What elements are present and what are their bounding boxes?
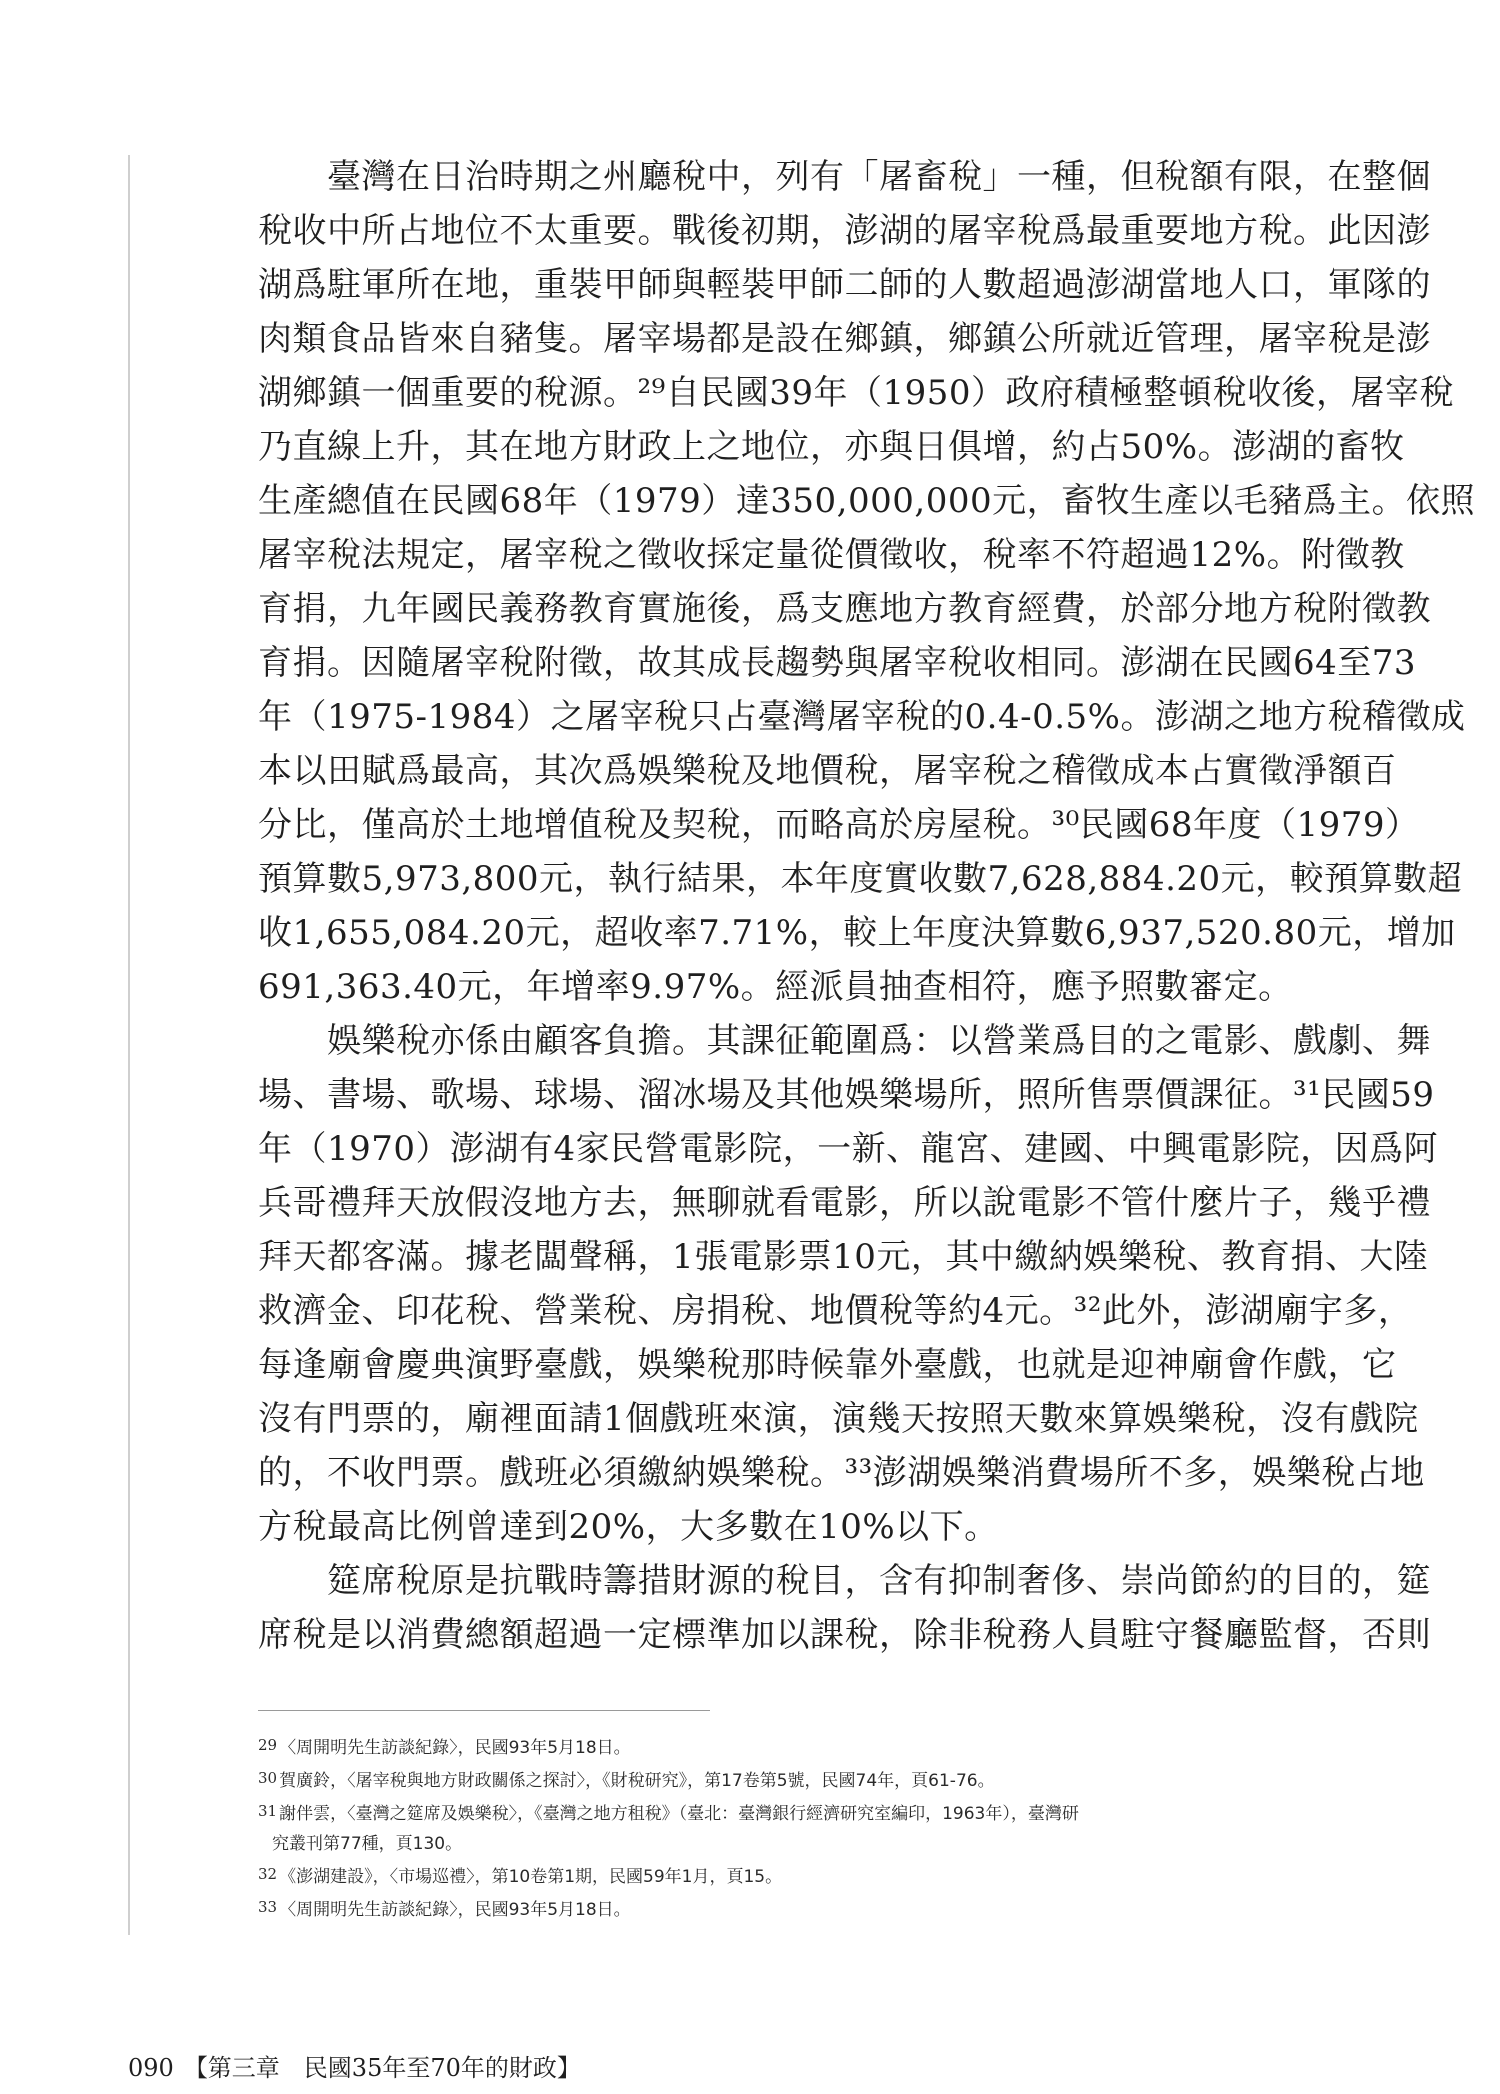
body-line: 席稅是以消費總額超過一定標準加以課稅，除非稅務人員駐守餐廳監督，否則 [258, 1615, 1431, 1655]
body-line: 生產總值在民國68年（1979）達350,000,000元，畜牧生產以毛豬爲主。依照 [258, 481, 1476, 521]
page-number: 090 [128, 2054, 174, 2082]
footnote-text: 謝伴雲，〈臺灣之筵席及娛樂稅〉，《臺灣之地方租稅》（臺北：臺灣銀行經濟研究室編印，1963年），臺灣研 [279, 1804, 1079, 1824]
footnote [258, 1763, 1348, 1796]
footnote [258, 1892, 1348, 1925]
footnotes [258, 1730, 1348, 1925]
body-line: 年（1970）澎湖有4家民營電影院，一新、龍宮、建國、中興電影院，因爲阿 [258, 1129, 1439, 1169]
body-line: 肉類食品皆來自豬隻。屠宰場都是設在鄉鎮，鄉鎮公所就近管理，屠宰稅是澎 [258, 319, 1431, 359]
body-line: 湖爲駐軍所在地，重裝甲師與輕裝甲師二師的人數超過澎湖當地人口，軍隊的 [258, 265, 1431, 305]
body-line: 屠宰稅法規定，屠宰稅之徵收採定量從價徵收，稅率不符超過12%。附徵教 [258, 535, 1405, 575]
body-line: 筵席稅原是抗戰時籌措財源的稅目，含有抑制奢侈、崇尚節約的目的，筵 [258, 1561, 1431, 1601]
footnote-number: 31 [258, 1802, 278, 1820]
footnote [258, 1859, 1348, 1892]
body-line: 育捐，九年國民義務教育實施後，爲支應地方教育經費，於部分地方稅附徵教 [258, 589, 1431, 629]
body-line: 的，不收門票。戲班必須繳納娛樂稅。³³澎湖娛樂消費場所不多，娛樂稅占地 [258, 1453, 1425, 1493]
body-line: 場、書場、歌場、球場、溜冰場及其他娛樂場所，照所售票價課征。³¹民國59 [258, 1075, 1435, 1115]
body-line: 預算數5,973,800元，執行結果，本年度實收數7,628,884.20元，較預算數超 [258, 859, 1463, 899]
body-line: 沒有門票的，廟裡面請1個戲班來演，演幾天按照天數來算娛樂稅，沒有戲院 [258, 1399, 1419, 1439]
footnote [258, 1730, 1348, 1763]
body-line: 救濟金、印花稅、營業稅、房捐稅、地價稅等約4元。³²此外，澎湖廟宇多， [258, 1291, 1413, 1331]
body-line: 方稅最高比例曾達到20%，大多數在10%以下。 [258, 1507, 999, 1547]
body-line: 湖鄉鎮一個重要的稅源。²⁹自民國39年（1950）政府積極整頓稅收後，屠宰稅 [258, 373, 1455, 413]
page-footer [128, 2048, 581, 2083]
body-line: 年（1975-1984）之屠宰稅只占臺灣屠宰稅的0.4-0.5%。澎湖之地方稅稽徵成 [258, 697, 1466, 737]
body-line: 乃直線上升，其在地方財政上之地位，亦與日俱增，約占50%。澎湖的畜牧 [258, 427, 1405, 467]
body-line: 育捐。因隨屠宰稅附徵，故其成長趨勢與屠宰稅收相同。澎湖在民國64至73 [258, 643, 1417, 683]
footnote-number: 33 [258, 1898, 278, 1916]
footnote-text: 《澎湖建設》，〈市場巡禮〉，第10卷第1期，民國59年1月，頁15。 [279, 1867, 783, 1887]
footnote-number: 29 [258, 1736, 278, 1754]
body-line: 本以田賦爲最高，其次爲娛樂稅及地價稅，屠宰稅之稽徵成本占實徵淨額百 [258, 751, 1397, 791]
body-line: 臺灣在日治時期之州廳稅中，列有「屠畜稅」一種，但稅額有限，在整個 [258, 157, 1431, 197]
footnote-number: 32 [258, 1865, 278, 1883]
body-line: 收1,655,084.20元，超收率7.71%，較上年度決算數6,937,520.80元，增加 [258, 913, 1456, 953]
footnote-text: 〈周開明先生訪談紀錄〉，民國93年5月18日。 [279, 1900, 631, 1920]
body-line: 拜天都客滿。據老闆聲稱，1張電影票10元，其中繳納娛樂稅、教育捐、大陸 [258, 1237, 1429, 1277]
footnote-text: 賀廣鈴，〈屠宰稅與地方財政關係之探討〉，《財稅研究》，第17卷第5號，民國74年，頁61-76。 [279, 1771, 995, 1791]
footnote-text: 〈周開明先生訪談紀錄〉，民國93年5月18日。 [279, 1738, 631, 1758]
left-margin-rule [128, 155, 130, 1935]
body-line: 娛樂稅亦係由顧客負擔。其課征範圍爲：以營業爲目的之電影、戲劇、舞 [258, 1021, 1431, 1061]
body-line: 兵哥禮拜天放假沒地方去，無聊就看電影，所以說電影不管什麼片子，幾乎禮 [258, 1183, 1431, 1223]
chapter-title: 【第三章 民國35年至70年的財政】 [183, 2054, 581, 2082]
body-line: 分比，僅高於土地增值稅及契稅，而略高於房屋稅。³⁰民國68年度（1979） [258, 805, 1420, 845]
body-text [258, 150, 1476, 1662]
body-line: 691,363.40元，年增率9.97%。經派員抽查相符，應予照數審定。 [258, 967, 1293, 1007]
body-line: 每逢廟會慶典演野臺戲，娛樂稅那時候靠外臺戲，也就是迎神廟會作戲，它 [258, 1345, 1397, 1385]
footnote-continuation: 究叢刊第77種，頁130。 [272, 1834, 463, 1854]
footnote [258, 1796, 1348, 1829]
footnote-separator [258, 1710, 710, 1711]
footnote-number: 30 [258, 1769, 278, 1787]
body-line: 稅收中所占地位不太重要。戰後初期，澎湖的屠宰稅爲最重要地方稅。此因澎 [258, 211, 1431, 251]
